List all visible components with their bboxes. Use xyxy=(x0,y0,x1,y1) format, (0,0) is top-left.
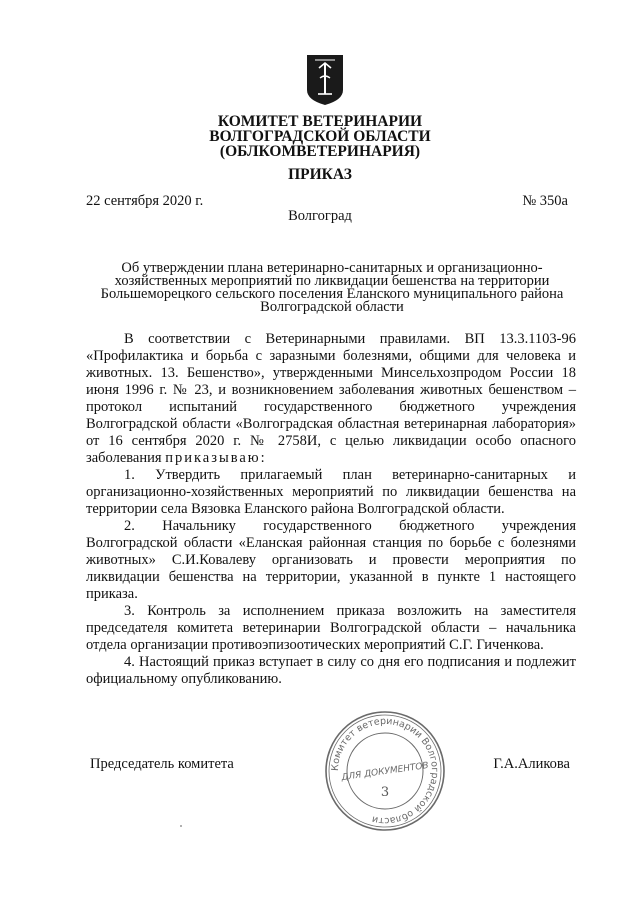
subject-line-2: хозяйственных мероприятий по ликвидации бешенства на территории xyxy=(114,273,550,289)
official-stamp-icon xyxy=(322,708,448,834)
document-number: № 350а xyxy=(522,193,568,209)
org-name-line-2: ВОЛГОГРАДСКОЙ ОБЛАСТИ xyxy=(209,128,431,145)
subject-line-3: Большеморецкого сельского поселения Еланского муниципального района xyxy=(100,286,564,302)
order-item-3: 3. Контроль за исполнением приказа возложить на заместителя председателя комитета ветеринарии Волгоградской области – начальника отдела организации противоэпизоотических мероприятий С.Г. Гиченкова. xyxy=(86,603,576,653)
stamp-ring-text: Комитет ветеринарии Волгоградской области xyxy=(329,715,441,827)
document-type: ПРИКАЗ xyxy=(288,166,352,183)
stamp-number: 3 xyxy=(380,785,390,800)
org-name-line-3: (ОБЛКОМВЕТЕРИНАРИЯ) xyxy=(219,143,421,160)
scan-speck xyxy=(180,825,182,827)
signatory-name: Г.А.Аликова xyxy=(493,756,570,772)
signatory-title: Председатель комитета xyxy=(90,756,234,772)
order-item-2: 2. Начальнику государственного бюджетного учреждения Волгоградской области «Еланская районная станция по борьбе с болезнями животных» С.И.Ковалеву организовать и провести мероприятия по ликвидации бешенства на территории, указанной в пункте 1 настоящего приказа. xyxy=(86,518,576,602)
document-body xyxy=(86,331,576,688)
order-word: приказываю: xyxy=(165,450,267,466)
intro-paragraph xyxy=(86,331,576,467)
stamp-center-text: ДЛЯ ДОКУМЕНТОВ xyxy=(340,760,430,784)
order-item-4: 4. Настоящий приказ вступает в силу со дня его подписания и подлежит официальному опубликованию. xyxy=(86,654,576,687)
intro-text: В соответствии с Ветеринарными правилами. ВП 13.3.1103-96 «Профилактика и борьба с заразными болезнями, общими для человека и животных. 13. Бешенство», утвержденными Минсельхозпродом России 18 июня 1996 г. № 23, и возникновением заболевания животных бешенством – протокол испытаний государственного бюджетного учреждения Волгоградской области «Волгоградская областная ветеринарная лаборатория» от 16 сентября 2020 г. № 2758И, с целью ликвидации особо опасного заболевания xyxy=(86,331,576,466)
document-city: Волгоград xyxy=(288,208,352,224)
subject-line-1: Об утверждении плана ветеринарно-санитарных и организационно- xyxy=(121,260,543,276)
order-item-1: 1. Утвердить прилагаемый план ветеринарно-санитарных и организационно-хозяйственных мероприятий по ликвидации бешенства на территории села Вязовка Еланского района Волгоградской области. xyxy=(86,467,576,517)
subject-line-4: Волгоградской области xyxy=(260,299,404,315)
org-name-line-1: КОМИТЕТ ВЕТЕРИНАРИИ xyxy=(217,113,423,130)
document-subject xyxy=(86,262,578,314)
document-date: 22 сентября 2020 г. xyxy=(86,193,204,209)
coat-of-arms-icon xyxy=(306,54,344,106)
